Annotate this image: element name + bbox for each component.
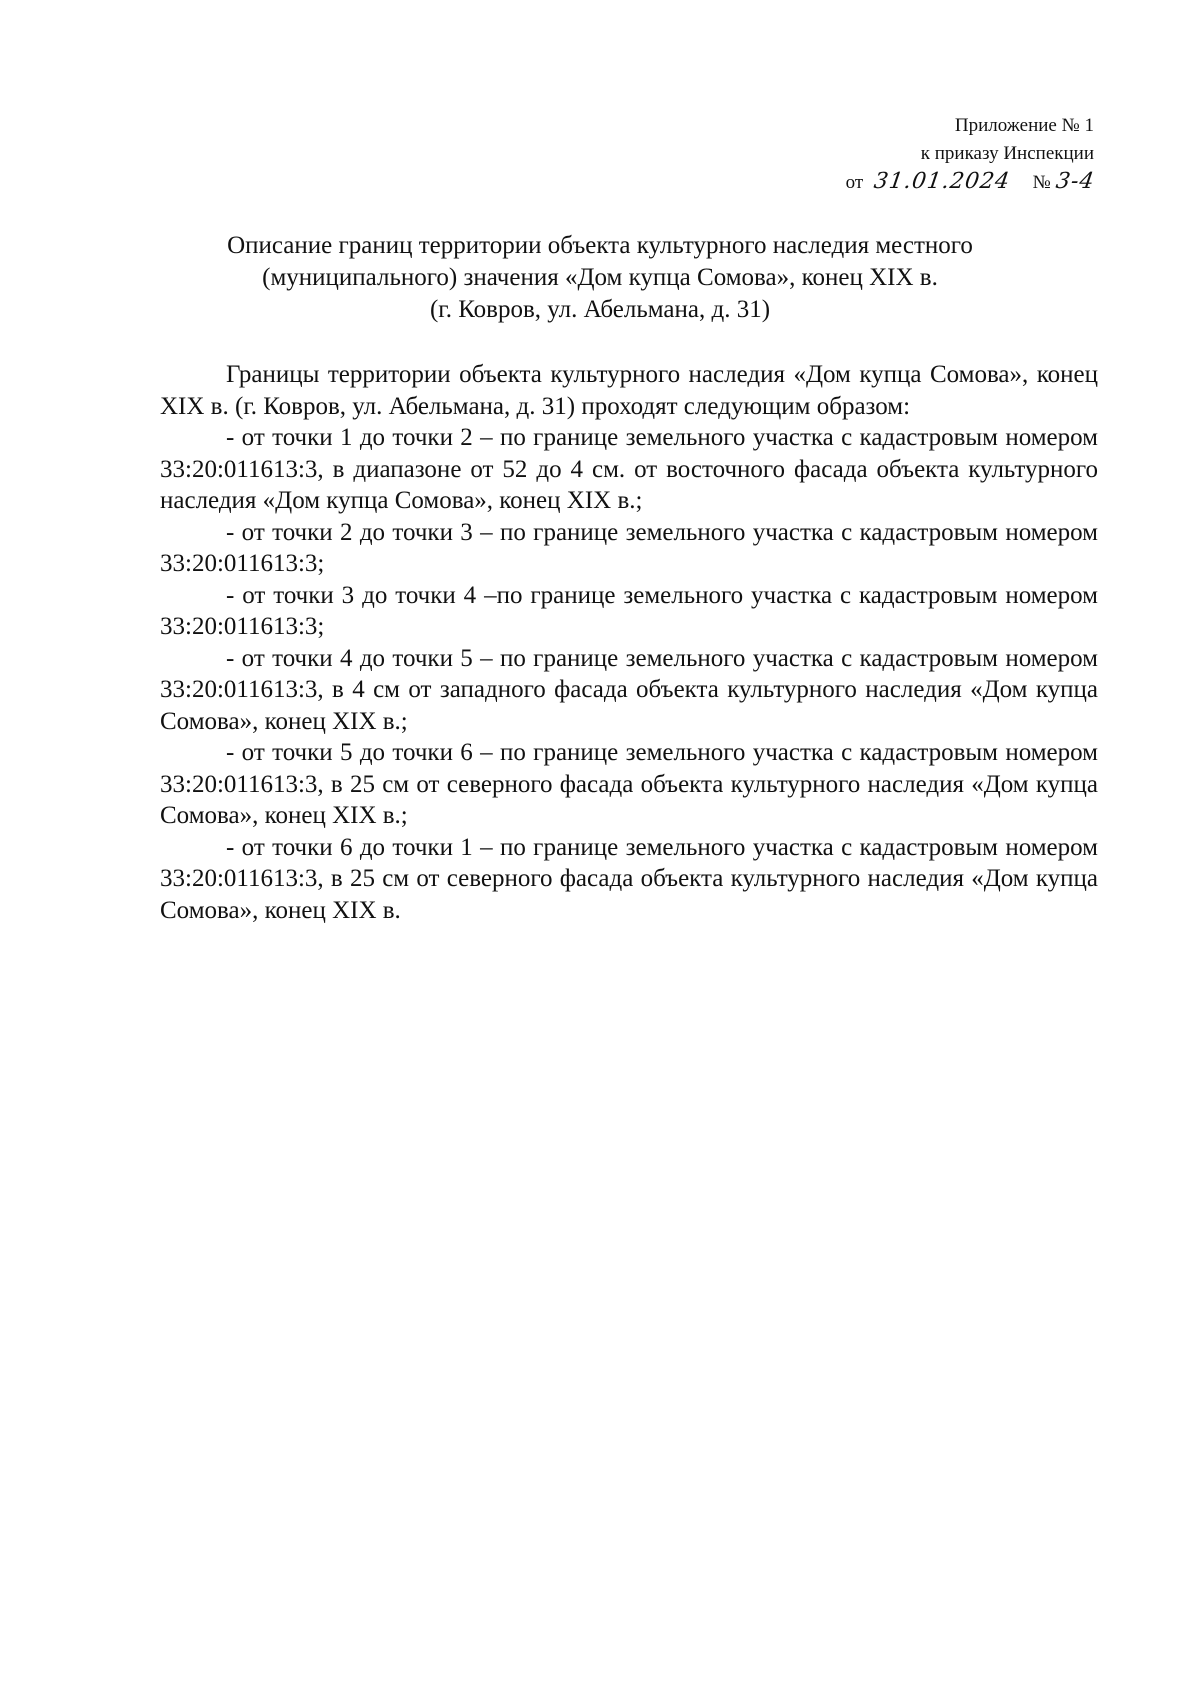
handwritten-order-number: 3-4 <box>1053 169 1096 194</box>
appendix-number: Приложение № 1 <box>954 115 1094 136</box>
appendix-order-reference: к приказу Инспекции <box>920 143 1094 164</box>
boundary-item-6-1: - от точки 6 до точки 1 – по границе земельного участка с кадастровым номером 33:20:011613:3, в 25 см от северного фасада объекта культурного наследия «Дом купца Сомова», конец XIX в. <box>160 833 1098 924</box>
boundary-item-2-3: - от точки 2 до точки 3 – по границе земельного участка с кадастровым номером 33:20:011613:3; <box>160 518 1098 577</box>
appendix-date-line <box>846 168 1094 197</box>
document-title <box>160 230 1040 326</box>
boundary-item-1-2: - от точки 1 до точки 2 – по границе земельного участка с кадастровым номером 33:20:011613:3, в диапазоне от 52 до 4 см. от восточного фасада объекта культурного наследия «Дом купца Сомова», конец XIX в.; <box>160 424 1098 514</box>
handwritten-date: 31.01.2024 <box>872 169 1012 194</box>
appendix-from-prefix: от <box>845 172 864 193</box>
boundary-item-4-5: - от точки 4 до точки 5 – по границе земельного участка с кадастровым номером 33:20:011613:3, в 4 см от западного фасада объекта культурного наследия «Дом купца Сомова», конец XIX в.; <box>160 644 1098 735</box>
title-line-1: Описание границ территории объекта культурного наследия местного <box>227 232 973 259</box>
title-line-3: (г. Ковров, ул. Абельмана, д. 31) <box>429 296 771 323</box>
appendix-header <box>846 112 1094 197</box>
body-intro-paragraph: Границы территории объекта культурного наследия «Дом купца Сомова», конец XIX в. (г. Ковров, ул. Абельмана, д. 31) проходят следующим образом: <box>160 361 1098 420</box>
title-line-2: (муниципального) значения «Дом купца Сомова», конец XIX в. <box>262 264 938 291</box>
boundary-item-3-4: - от точки 3 до точки 4 –по границе земельного участка с кадастровым номером 33:20:011613:3; <box>160 581 1098 640</box>
document-body <box>160 359 1098 926</box>
boundary-item-5-6: - от точки 5 до точки 6 – по границе земельного участка с кадастровым номером 33:20:011613:3, в 25 см от северного фасада объекта культурного наследия «Дом купца Сомова», конец XIX в.; <box>160 739 1098 829</box>
appendix-number-label: № <box>1032 172 1051 193</box>
